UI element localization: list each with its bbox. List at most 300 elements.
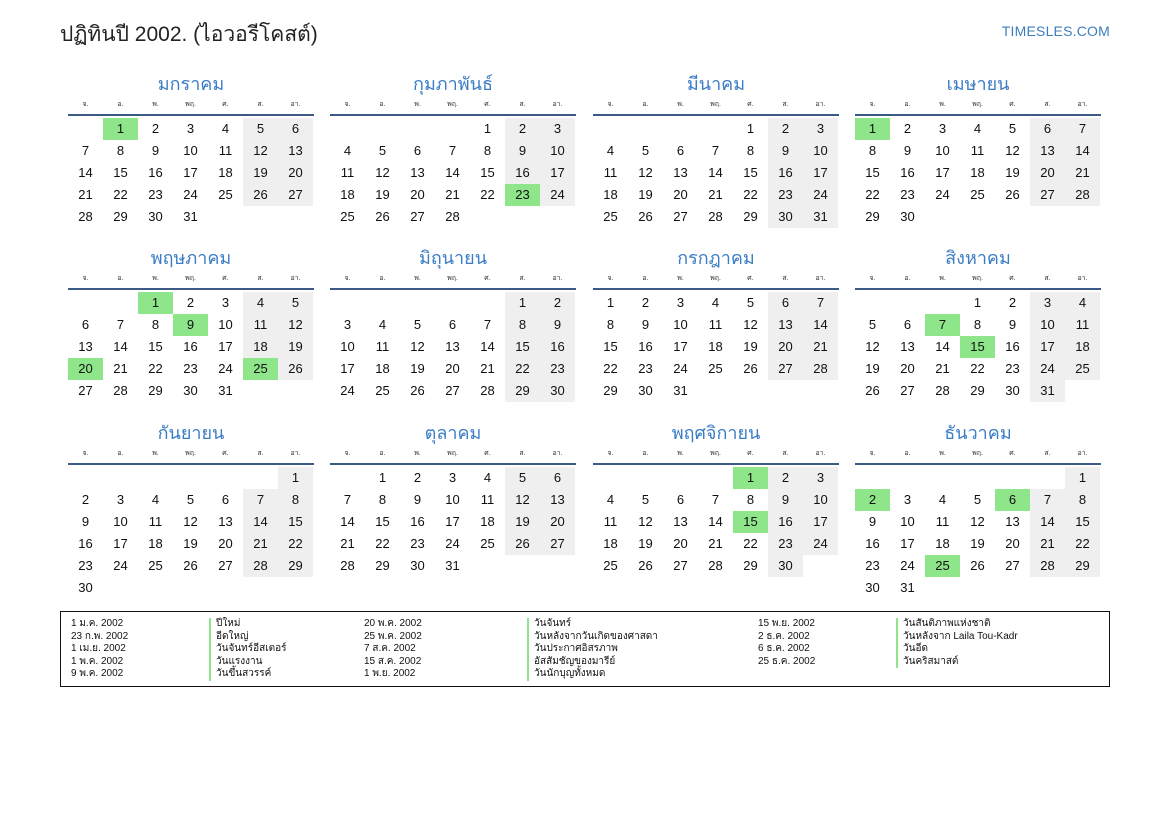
day-cell: 2 <box>151 121 160 136</box>
day-cell: 21 <box>78 187 93 202</box>
day-cell: 14 <box>708 165 723 180</box>
day-cell: 30 <box>900 209 915 224</box>
day-cell: 12 <box>183 514 198 529</box>
day-cell: 10 <box>935 143 950 158</box>
weekday-label: ศ. <box>222 450 229 457</box>
day-cell: 12 <box>278 314 313 336</box>
holiday-dates-column <box>364 618 422 681</box>
day-cell: 11 <box>243 314 278 336</box>
day-cell: 17 <box>673 339 688 354</box>
day-cell: 14 <box>803 314 838 336</box>
day-cell: 9 <box>868 514 877 529</box>
day-cell: 30 <box>540 380 575 402</box>
day-cell: 18 <box>935 536 950 551</box>
day-cell: 13 <box>445 339 460 354</box>
day-cell: 1 <box>746 121 755 136</box>
day-cell: 19 <box>410 361 425 376</box>
day-cell: 21 <box>803 336 838 358</box>
day-cell-empty <box>103 292 138 314</box>
day-cell: 18 <box>970 165 985 180</box>
day-cell: 11 <box>340 165 355 180</box>
day-cell-empty <box>628 467 663 489</box>
day-cell-empty <box>68 118 103 140</box>
day-cell: 20 <box>673 187 688 202</box>
day-cell: 28 <box>113 383 128 398</box>
day-cell: 15 <box>480 165 495 180</box>
day-cell: 13 <box>900 339 915 354</box>
holiday-day-cell: 7 <box>925 314 960 336</box>
day-cell: 4 <box>343 143 352 158</box>
day-cell: 3 <box>343 317 352 332</box>
day-cell: 6 <box>448 317 457 332</box>
day-cell: 3 <box>1030 292 1065 314</box>
holiday-date: 20 พ.ค. 2002 <box>364 618 422 629</box>
day-cell: 11 <box>708 317 723 332</box>
day-cell: 17 <box>340 361 355 376</box>
weekday-label: จ. <box>82 101 89 108</box>
day-cell: 17 <box>803 511 838 533</box>
day-grid <box>330 292 576 402</box>
day-cell: 21 <box>935 361 950 376</box>
weekday-label: พ. <box>414 101 421 108</box>
weekday-label: พ. <box>677 275 684 282</box>
holiday-names-column <box>527 618 658 681</box>
weekday-label: อ. <box>904 275 911 282</box>
weekday-label: อ. <box>379 275 386 282</box>
day-cell: 21 <box>113 361 128 376</box>
day-cell: 24 <box>803 184 838 206</box>
day-cell: 14 <box>1030 511 1065 533</box>
day-cell: 5 <box>641 143 650 158</box>
day-grid <box>68 292 314 402</box>
day-cell: 22 <box>505 358 540 380</box>
holiday-day-cell: 1 <box>138 292 173 314</box>
day-cell: 13 <box>218 514 233 529</box>
day-cell: 6 <box>278 118 313 140</box>
day-cell: 24 <box>218 361 233 376</box>
day-cell: 11 <box>970 143 985 158</box>
day-cell: 20 <box>1030 162 1065 184</box>
day-cell: 19 <box>278 336 313 358</box>
day-cell: 20 <box>445 361 460 376</box>
day-cell: 21 <box>708 187 723 202</box>
day-cell: 10 <box>1030 314 1065 336</box>
day-cell-empty <box>103 467 138 489</box>
day-cell: 6 <box>540 467 575 489</box>
weekday-label: อา. <box>815 101 826 108</box>
day-cell-empty <box>243 467 278 489</box>
day-cell: 12 <box>638 514 653 529</box>
day-cell: 20 <box>218 536 233 551</box>
day-cell: 11 <box>148 514 163 529</box>
day-cell: 25 <box>480 536 495 551</box>
day-cell-empty <box>330 292 365 314</box>
month-name: มีนาคม <box>686 74 746 94</box>
holiday-date: 2 ธ.ค. 2002 <box>758 630 810 642</box>
month-divider <box>330 463 576 465</box>
day-cell: 11 <box>1065 314 1100 336</box>
day-cell: 27 <box>78 383 93 398</box>
day-cell: 12 <box>410 339 425 354</box>
day-cell: 21 <box>340 536 355 551</box>
day-cell: 28 <box>340 558 355 573</box>
day-cell: 28 <box>803 358 838 380</box>
day-cell: 18 <box>603 536 618 551</box>
day-cell: 1 <box>606 295 615 310</box>
holiday-day-cell: 1 <box>733 467 768 489</box>
day-cell: 3 <box>938 121 947 136</box>
day-cell: 9 <box>903 143 912 158</box>
weekday-label: อ. <box>642 275 649 282</box>
day-cell: 6 <box>81 317 90 332</box>
day-cell-empty <box>890 467 925 489</box>
day-cell: 28 <box>480 383 495 398</box>
day-cell: 26 <box>743 361 758 376</box>
day-cell: 17 <box>935 165 950 180</box>
day-cell: 1 <box>483 121 492 136</box>
day-cell: 5 <box>243 118 278 140</box>
day-cell: 13 <box>78 339 93 354</box>
day-cell: 19 <box>375 187 390 202</box>
weekday-label: พ. <box>939 450 946 457</box>
day-cell: 25 <box>218 187 233 202</box>
day-cell: 15 <box>505 336 540 358</box>
day-cell: 11 <box>603 514 618 529</box>
day-cell: 16 <box>768 511 803 533</box>
day-cell-empty <box>208 467 243 489</box>
day-cell: 3 <box>221 295 230 310</box>
day-cell: 26 <box>865 383 880 398</box>
month-divider <box>855 114 1101 116</box>
day-cell: 22 <box>375 536 390 551</box>
weekday-label: อ. <box>117 450 124 457</box>
day-cell: 1 <box>278 467 313 489</box>
weekday-label: จ. <box>607 450 614 457</box>
weekday-label: ศ. <box>1009 450 1016 457</box>
day-cell: 16 <box>505 162 540 184</box>
day-cell: 6 <box>413 143 422 158</box>
day-cell: 29 <box>743 558 758 573</box>
weekday-label: อา. <box>1077 101 1088 108</box>
day-cell: 29 <box>375 558 390 573</box>
weekday-header <box>855 447 1101 461</box>
month-name: ตุลาคม <box>424 423 482 443</box>
day-cell: 7 <box>1065 118 1100 140</box>
day-cell: 27 <box>673 209 688 224</box>
day-cell: 6 <box>676 143 685 158</box>
day-cell: 22 <box>970 361 985 376</box>
month-block <box>330 421 576 577</box>
weekday-label: จ. <box>344 101 351 108</box>
day-cell-empty <box>663 118 698 140</box>
month-divider <box>855 288 1101 290</box>
day-cell: 7 <box>116 317 125 332</box>
day-cell: 26 <box>410 383 425 398</box>
weekday-label: พฤ. <box>447 275 458 282</box>
day-cell: 3 <box>903 492 912 507</box>
day-cell: 11 <box>480 492 495 507</box>
day-cell-empty <box>68 467 103 489</box>
day-cell: 20 <box>768 336 803 358</box>
day-cell-empty <box>995 467 1030 489</box>
day-cell: 29 <box>505 380 540 402</box>
day-cell: 2 <box>768 118 803 140</box>
day-grid <box>330 118 576 228</box>
day-cell: 24 <box>445 536 460 551</box>
holiday-name: วันจันทร์อีสเตอร์ <box>209 643 287 656</box>
day-cell: 22 <box>603 361 618 376</box>
holiday-day-cell: 20 <box>68 358 103 380</box>
day-cell: 23 <box>540 358 575 380</box>
day-cell: 2 <box>1008 295 1017 310</box>
day-cell-empty <box>890 292 925 314</box>
holiday-list <box>60 611 1110 687</box>
day-cell: 13 <box>410 165 425 180</box>
weekday-label: ศ. <box>1009 275 1016 282</box>
day-cell: 25 <box>970 187 985 202</box>
day-cell-empty <box>365 292 400 314</box>
day-cell: 16 <box>78 536 93 551</box>
weekday-header <box>330 272 576 286</box>
day-cell: 30 <box>865 580 880 595</box>
day-cell: 14 <box>1065 140 1100 162</box>
weekday-label: ศ. <box>484 101 491 108</box>
month-divider <box>330 288 576 290</box>
day-grid <box>593 292 839 402</box>
day-cell: 7 <box>711 143 720 158</box>
weekday-label: ศ. <box>484 450 491 457</box>
weekday-label: พ. <box>677 450 684 457</box>
weekday-label: ส. <box>782 101 789 108</box>
day-cell-empty <box>400 292 435 314</box>
weekday-label: พ. <box>152 450 159 457</box>
day-cell: 8 <box>483 143 492 158</box>
day-cell: 30 <box>183 383 198 398</box>
month-divider <box>593 463 839 465</box>
day-cell: 18 <box>603 187 618 202</box>
day-cell: 5 <box>378 143 387 158</box>
month-divider <box>68 463 314 465</box>
day-cell: 28 <box>78 209 93 224</box>
month-block <box>593 421 839 577</box>
day-cell: 30 <box>1005 383 1020 398</box>
day-cell: 30 <box>78 580 93 595</box>
holiday-date: 25 พ.ค. 2002 <box>364 630 422 642</box>
day-cell: 12 <box>638 165 653 180</box>
day-cell: 25 <box>708 361 723 376</box>
day-cell: 15 <box>148 339 163 354</box>
month-name: กันยายน <box>157 423 225 443</box>
day-cell: 26 <box>970 558 985 573</box>
day-cell: 27 <box>1005 558 1020 573</box>
day-cell: 29 <box>743 209 758 224</box>
day-cell: 22 <box>148 361 163 376</box>
day-cell: 8 <box>868 143 877 158</box>
weekday-label: ส. <box>257 101 264 108</box>
day-cell: 8 <box>973 317 982 332</box>
weekday-label: จ. <box>82 275 89 282</box>
holiday-day-cell: 2 <box>855 489 890 511</box>
day-grid <box>593 118 839 228</box>
day-cell: 17 <box>1030 336 1065 358</box>
day-cell: 23 <box>78 558 93 573</box>
weekday-header <box>593 447 839 461</box>
holiday-day-cell: 6 <box>995 489 1030 511</box>
day-cell: 29 <box>603 383 618 398</box>
weekday-label: จ. <box>869 275 876 282</box>
day-cell: 14 <box>78 165 93 180</box>
day-cell: 10 <box>900 514 915 529</box>
month-divider <box>593 288 839 290</box>
day-cell: 4 <box>378 317 387 332</box>
day-cell-empty <box>925 467 960 489</box>
day-cell-empty <box>330 118 365 140</box>
holiday-name: อัสสัมชัญของมารีย์ <box>527 656 658 669</box>
day-cell: 30 <box>638 383 653 398</box>
day-cell-empty <box>365 118 400 140</box>
weekday-header <box>330 447 576 461</box>
day-cell: 26 <box>375 209 390 224</box>
weekday-label: พ. <box>152 101 159 108</box>
day-cell: 15 <box>865 165 880 180</box>
weekday-label: พฤ. <box>185 101 196 108</box>
day-cell-empty <box>855 292 890 314</box>
day-cell: 4 <box>973 121 982 136</box>
weekday-label: อ. <box>117 101 124 108</box>
day-cell: 7 <box>803 292 838 314</box>
day-cell: 9 <box>81 514 90 529</box>
day-cell: 23 <box>865 558 880 573</box>
day-grid <box>593 467 839 577</box>
month-block <box>68 421 314 599</box>
day-cell: 26 <box>638 209 653 224</box>
day-cell: 10 <box>445 492 460 507</box>
holiday-day-cell: 1 <box>103 118 138 140</box>
day-cell: 13 <box>540 489 575 511</box>
holiday-date: 1 พ.ย. 2002 <box>364 668 416 679</box>
day-cell: 27 <box>768 358 803 380</box>
day-cell: 23 <box>768 533 803 555</box>
day-cell: 17 <box>540 162 575 184</box>
holiday-date: 1 พ.ค. 2002 <box>71 655 124 667</box>
day-cell: 18 <box>243 336 278 358</box>
day-cell-empty <box>173 467 208 489</box>
day-cell: 16 <box>1005 339 1020 354</box>
holiday-date: 25 ธ.ค. 2002 <box>758 655 816 667</box>
day-cell-empty <box>593 467 628 489</box>
month-name: มกราคม <box>157 74 225 94</box>
day-cell: 2 <box>641 295 650 310</box>
day-cell: 15 <box>1065 511 1100 533</box>
holiday-dates-column <box>71 618 128 681</box>
day-cell: 16 <box>865 536 880 551</box>
day-cell: 21 <box>708 536 723 551</box>
day-cell: 26 <box>1005 187 1020 202</box>
weekday-label: อ. <box>904 101 911 108</box>
day-grid <box>330 467 576 577</box>
weekday-label: ส. <box>519 450 526 457</box>
day-cell-empty <box>925 292 960 314</box>
weekday-label: พ. <box>677 101 684 108</box>
day-cell: 5 <box>746 295 755 310</box>
day-cell: 14 <box>243 511 278 533</box>
day-cell: 25 <box>375 383 390 398</box>
day-cell: 12 <box>243 140 278 162</box>
day-cell: 13 <box>278 140 313 162</box>
month-name: เมษายน <box>946 74 1010 94</box>
day-cell: 8 <box>746 143 755 158</box>
day-cell: 1 <box>1065 467 1100 489</box>
day-cell: 29 <box>148 383 163 398</box>
day-cell: 19 <box>970 536 985 551</box>
weekday-header <box>593 98 839 112</box>
site-brand-link[interactable]: TIMESLES.COM <box>1001 23 1110 39</box>
weekday-label: พฤ. <box>710 450 721 457</box>
day-cell: 17 <box>183 165 198 180</box>
day-cell-empty <box>628 118 663 140</box>
day-cell: 24 <box>340 383 355 398</box>
holiday-date: 23 ก.พ. 2002 <box>71 630 129 642</box>
day-cell: 7 <box>81 143 90 158</box>
day-cell: 15 <box>603 339 618 354</box>
day-cell: 4 <box>1065 292 1100 314</box>
weekday-label: อา. <box>290 101 301 108</box>
day-cell: 12 <box>375 165 390 180</box>
day-cell: 10 <box>803 140 838 162</box>
day-cell: 20 <box>540 511 575 533</box>
day-cell: 31 <box>218 383 233 398</box>
weekday-label: ส. <box>519 275 526 282</box>
day-cell: 28 <box>1065 184 1100 206</box>
day-cell: 29 <box>113 209 128 224</box>
day-cell: 19 <box>1005 165 1020 180</box>
day-cell: 22 <box>113 187 128 202</box>
month-block <box>330 246 576 402</box>
day-cell: 7 <box>243 489 278 511</box>
day-cell: 31 <box>445 558 460 573</box>
day-cell: 24 <box>183 187 198 202</box>
day-cell: 13 <box>673 165 688 180</box>
day-cell: 8 <box>1065 489 1100 511</box>
day-cell: 8 <box>606 317 615 332</box>
day-cell-empty <box>68 292 103 314</box>
day-cell: 14 <box>708 514 723 529</box>
day-cell: 25 <box>148 558 163 573</box>
weekday-header <box>68 447 314 461</box>
day-cell: 28 <box>1030 555 1065 577</box>
day-cell: 1 <box>973 295 982 310</box>
weekday-label: อา. <box>552 275 563 282</box>
day-cell: 13 <box>768 314 803 336</box>
holiday-day-cell: 25 <box>243 358 278 380</box>
day-cell: 7 <box>711 492 720 507</box>
day-cell: 22 <box>743 187 758 202</box>
day-cell: 27 <box>218 558 233 573</box>
day-cell: 4 <box>483 470 492 485</box>
day-cell: 26 <box>505 533 540 555</box>
weekday-label: พฤ. <box>447 101 458 108</box>
weekday-label: พฤ. <box>972 101 983 108</box>
day-cell: 14 <box>113 339 128 354</box>
weekday-label: จ. <box>344 275 351 282</box>
day-cell-empty <box>698 118 733 140</box>
day-cell: 29 <box>970 383 985 398</box>
day-cell: 9 <box>641 317 650 332</box>
weekday-header <box>855 98 1101 112</box>
day-cell: 27 <box>1030 184 1065 206</box>
day-cell: 9 <box>151 143 160 158</box>
day-cell: 24 <box>673 361 688 376</box>
